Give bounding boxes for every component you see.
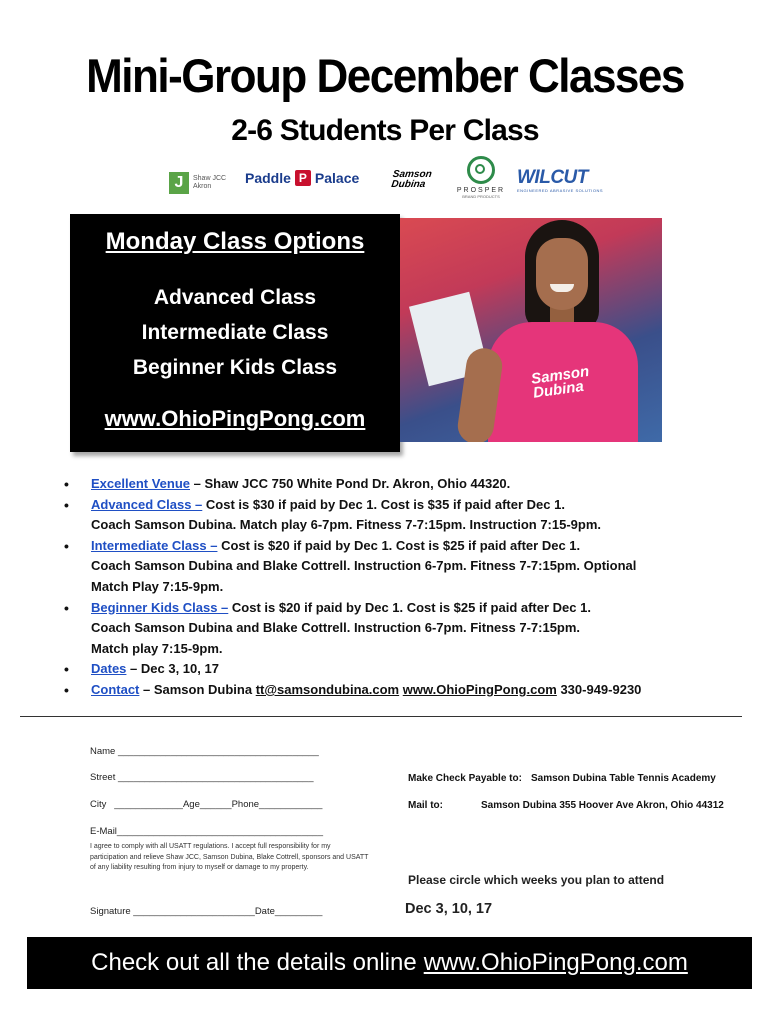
beginner-class-link[interactable]: Beginner Kids Class – bbox=[91, 599, 229, 615]
panel-website-link[interactable]: www.OhioPingPong.com bbox=[104, 406, 366, 431]
payable-value: Samson Dubina Table Tennis Academy bbox=[531, 773, 716, 784]
list-item-contact bbox=[64, 680, 754, 701]
paddle-palace-word-right: Palace bbox=[314, 170, 360, 186]
jcc-logo-text: Shaw JCC Akron bbox=[193, 175, 227, 190]
contact-email-link[interactable]: tt@samsondubina.com bbox=[255, 681, 400, 697]
contact-name: – Samson Dubina bbox=[139, 681, 256, 697]
shaw-jcc-logo bbox=[169, 172, 229, 194]
beginner-schedule-text: Coach Samson Dubina and Blake Cottrell. Instruction 6-7pm. Fitness 7-7:15pm. bbox=[91, 620, 581, 636]
list-item-venue bbox=[64, 474, 754, 495]
intermediate-schedule-text: Coach Samson Dubina and Blake Cottrell. Instruction 6-7pm. Fitness 7-7:15pm. Optional bbox=[91, 558, 637, 574]
footer-website-link[interactable]: www.OhioPingPong.com bbox=[423, 949, 688, 976]
paddle-palace-logo bbox=[245, 170, 359, 186]
shirt-logo-text: Samson Dubina bbox=[530, 362, 591, 402]
circle-weeks-label: Please circle which weeks you plan to attend bbox=[408, 873, 665, 887]
footer-text: Check out all the details online bbox=[91, 949, 417, 976]
list-item-advanced bbox=[64, 495, 754, 536]
player-face bbox=[536, 238, 588, 310]
city-age-phone-field[interactable]: City _____________Age______Phone____________ bbox=[90, 799, 323, 810]
prosper-logo-text: PROSPER bbox=[456, 187, 506, 194]
venue-text: – Shaw JCC 750 White Pond Dr. Akron, Ohio 44320. bbox=[190, 476, 511, 491]
prosper-ring-icon bbox=[467, 156, 495, 184]
mail-to-address: Samson Dubina 355 Hoover Ave Akron, Ohio 44312 bbox=[481, 800, 724, 811]
intermediate-schedule-text-2: Match Play 7:15-9pm. bbox=[91, 578, 224, 594]
intermediate-cost-text: Cost is $20 if paid by Dec 1. Cost is $25 if paid after Dec 1. bbox=[217, 537, 581, 553]
weeks-options[interactable]: Dec 3, 10, 17 bbox=[405, 901, 493, 917]
class-options-panel bbox=[70, 214, 400, 452]
wilcut-logo-text: WILCUT bbox=[517, 167, 588, 188]
beginner-schedule-text-2: Match play 7:15-9pm. bbox=[91, 640, 223, 656]
advanced-schedule-text: Coach Samson Dubina. Match play 6-7pm. Fitness 7-7:15pm. Instruction 7:15-9pm. bbox=[91, 517, 602, 533]
page-title: Mini-Group December Classes bbox=[86, 50, 684, 103]
mail-to-label: Mail to: bbox=[408, 800, 443, 811]
advanced-cost-text: Cost is $30 if paid by Dec 1. Cost is $35 if paid after Dec 1. bbox=[202, 496, 565, 512]
signature-date-field[interactable]: Signature _______________________Date_________ bbox=[90, 906, 323, 917]
list-item-beginner bbox=[64, 598, 754, 660]
section-divider bbox=[20, 716, 742, 717]
page-subtitle: 2-6 Students Per Class bbox=[231, 114, 539, 147]
dates-link[interactable]: Dates bbox=[91, 661, 127, 677]
dates-text: – Dec 3, 10, 17 bbox=[126, 661, 219, 677]
contact-link[interactable]: Contact bbox=[91, 681, 140, 697]
venue-link[interactable]: Excellent Venue bbox=[91, 476, 190, 491]
contact-website-link[interactable]: www.OhioPingPong.com bbox=[402, 681, 557, 697]
intermediate-class-label: Intermediate Class bbox=[141, 321, 329, 344]
email-field[interactable]: E-Mail_______________________________________ bbox=[90, 826, 323, 837]
player-photo bbox=[400, 218, 662, 442]
beginner-kids-class-label: Beginner Kids Class bbox=[132, 356, 338, 379]
contact-phone: 330-949-9230 bbox=[556, 681, 642, 697]
payable-label: Make Check Payable to: bbox=[408, 773, 522, 784]
paddle-palace-mark: P bbox=[295, 170, 311, 186]
intermediate-class-link[interactable]: Intermediate Class – bbox=[91, 537, 218, 553]
samson-dubina-logo: Samson Dubina bbox=[390, 169, 433, 190]
liability-terms: I agree to comply with all USATT regulations. I accept full responsibility for my participation and relieve Shaw JCC, Samson Dubina, Blake Cottrell, sponsors and USATT of any liability resulting from injury to myself or damage to my property. bbox=[90, 843, 369, 871]
footer-banner bbox=[27, 937, 752, 989]
wilcut-logo bbox=[517, 168, 603, 193]
beginner-cost-text: Cost is $20 if paid by Dec 1. Cost is $25 if paid after Dec 1. bbox=[228, 599, 591, 615]
wilcut-logo-subtext: ENGINEERED ABRASIVE SOLUTIONS bbox=[517, 188, 604, 193]
advanced-class-label: Advanced Class bbox=[153, 286, 317, 309]
sponsor-logos bbox=[165, 156, 605, 202]
advanced-class-link[interactable]: Advanced Class – bbox=[91, 496, 203, 512]
prosper-logo bbox=[455, 156, 507, 199]
class-options-heading: Monday Class Options bbox=[105, 228, 365, 255]
details-list bbox=[64, 474, 754, 701]
prosper-logo-subtext: BRAND PRODUCTS bbox=[462, 194, 500, 199]
paddle-palace-word-left: Paddle bbox=[245, 170, 291, 186]
name-field[interactable]: Name ______________________________________ bbox=[90, 746, 319, 757]
jcc-mark: J bbox=[169, 172, 189, 194]
list-item-intermediate bbox=[64, 536, 754, 598]
street-field[interactable]: Street _____________________________________ bbox=[90, 772, 314, 783]
list-item-dates bbox=[64, 659, 754, 680]
